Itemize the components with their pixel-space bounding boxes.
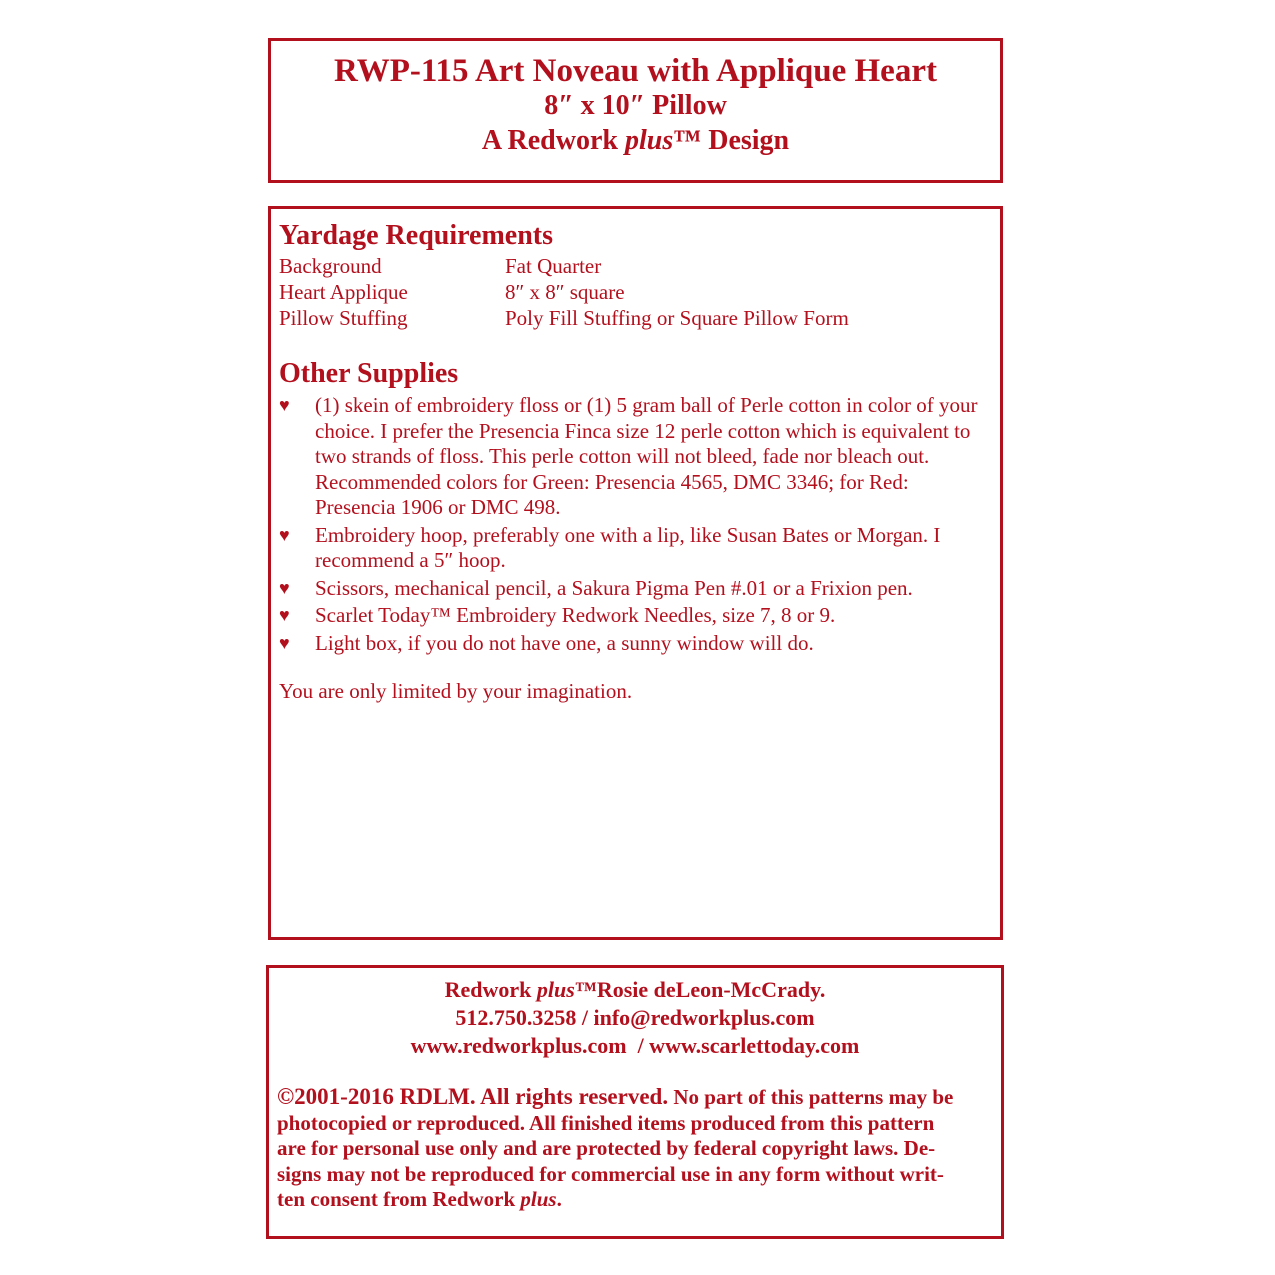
copyright-line (277, 1084, 993, 1111)
copyright-line: are for personal use only and are protected by federal copyright laws. De- (277, 1136, 936, 1160)
copyright-line: signs may not be reproduced for commercial use in any form without writ- (277, 1161, 944, 1186)
contact-panel (266, 965, 1004, 1239)
copyright-line1: No part of this patterns may be (668, 1085, 954, 1109)
heart-bullet-icon: ♥ (279, 577, 290, 598)
closing-note: You are only limited by your imagination. (279, 679, 633, 703)
yardage-value: Fat Quarter (505, 254, 602, 278)
design-line (271, 123, 1000, 159)
supplies-heading: Other Supplies (279, 358, 459, 389)
pattern-size: 8″ x 10″ Pillow (544, 90, 727, 121)
copyright-line5-prefix: ten consent from Redwork (277, 1187, 521, 1211)
yardage-row (279, 253, 992, 279)
list-item (279, 393, 992, 521)
supply-text: Scissors, mechanical pencil, a Sakura Pigma Pen #.01 or a Frixion pen. (315, 575, 913, 600)
brand-suffix: ™Rosie deLeon-McCrady. (574, 977, 826, 1002)
requirements-panel (268, 206, 1003, 940)
brand-line (277, 976, 993, 1004)
design-prefix: A Redwork (481, 125, 625, 156)
yardage-value: Poly Fill Stuffing or Square Pillow Form (505, 306, 849, 330)
list-item (279, 576, 992, 602)
supply-text: Light box, if you do not have one, a sunny window will do. (315, 630, 814, 655)
pattern-title: RWP-115 Art Noveau with Applique Heart (334, 53, 937, 89)
heart-bullet-icon: ♥ (279, 395, 290, 415)
brand-prefix: Redwork (444, 977, 537, 1002)
yardage-row (279, 305, 992, 331)
heart-bullet-icon: ♥ (279, 632, 290, 653)
websites: www.redworkplus.com / www.scarlettoday.com (410, 1033, 860, 1058)
list-item (279, 631, 992, 657)
yardage-item: Background (279, 254, 382, 278)
copyright-lead: ©2001-2016 RDLM. All rights reserved. (277, 1084, 669, 1109)
list-item (279, 603, 992, 629)
copyright-line: photocopied or reproduced. All finished items produced from this pattern (277, 1110, 935, 1135)
yardage-item: Heart Applique (279, 280, 408, 304)
heart-bullet-icon: ♥ (279, 605, 290, 625)
supplies-list (279, 393, 992, 656)
title-panel (268, 38, 1003, 183)
yardage-item: Pillow Stuffing (279, 306, 408, 330)
list-item (279, 523, 992, 574)
brand-italic: plus (536, 977, 575, 1002)
design-suffix: ™ Design (673, 125, 790, 156)
copyright-line (277, 1187, 993, 1213)
design-italic: plus (624, 125, 674, 156)
supply-text: Scarlet Today™ Embroidery Redwork Needles, size 7, 8 or 9. (315, 603, 836, 627)
heart-bullet-icon: ♥ (279, 524, 290, 545)
yardage-heading: Yardage Requirements (279, 220, 554, 251)
yardage-value: 8″ x 8″ square (505, 280, 625, 304)
copyright-line5-italic: plus (520, 1187, 557, 1211)
supply-text: Embroidery hoop, preferably one with a lip, like Susan Bates or Morgan. I recommend a 5″ hoop. (315, 522, 941, 572)
yardage-row (279, 279, 992, 305)
copyright-line5-suffix: . (556, 1187, 562, 1211)
copyright-notice (277, 1084, 993, 1213)
phone-email: 512.750.3258 / info@redworkplus.com (455, 1005, 815, 1030)
yardage-list (279, 253, 992, 331)
supply-text: (1) skein of embroidery floss or (1) 5 gram ball of Perle cotton in color of your choice. I prefer the Presencia Finca size 12 perle cotton which is equivalent to two strands of floss. This perle cotton will not bleed, fade nor bleach out. Recommended colors for Green: Presencia 4565, DMC 3346; for Red: Presencia 1906 or DMC 498. (315, 393, 978, 519)
